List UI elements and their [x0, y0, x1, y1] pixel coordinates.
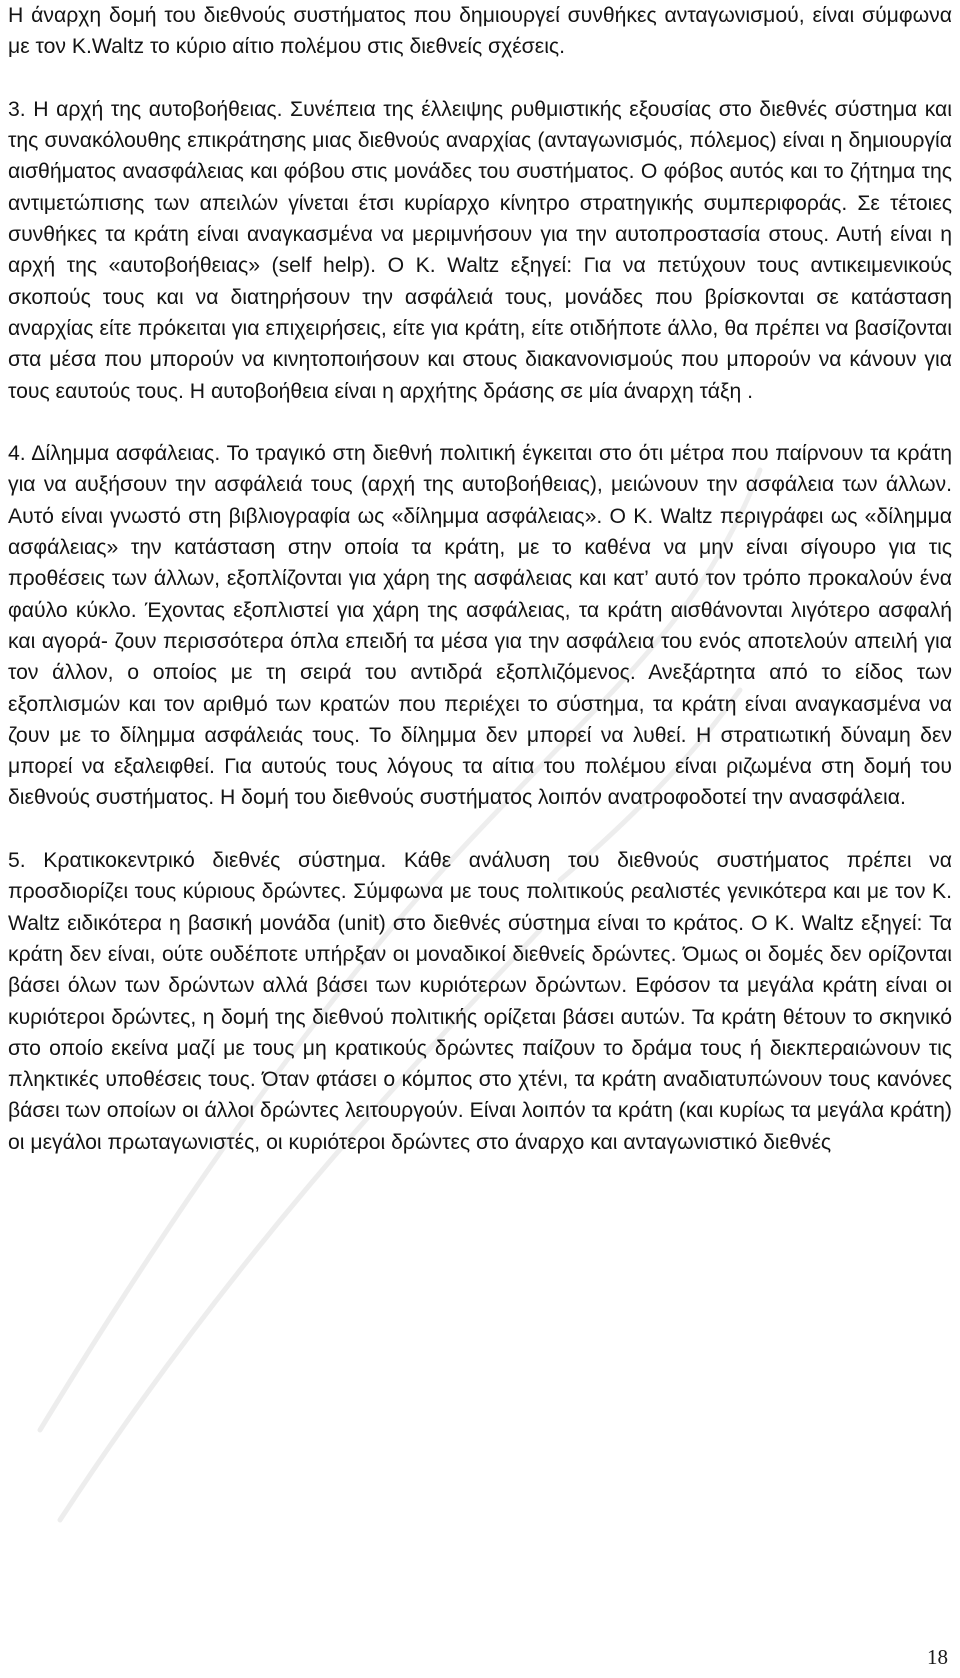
paragraph-gap	[8, 407, 952, 438]
paragraph-gap	[8, 814, 952, 845]
page-number: 18	[927, 1645, 948, 1669]
paragraph-security-dilemma: 4. Δίλημμα ασφάλειας. Το τραγικό στη διεθνή πολιτική έγκειται στο ότι μέτρα που παίρνουν τα κράτη για να αυξήσουν την ασφάλειά τους (αρχή της αυτοβοήθειας), μειώνουν την ασφάλεια των άλλων. Αυτό είναι γνωστό στη βιβλιογραφία ως «δίλημμα ασφάλειας». Ο Κ. Waltz περιγράφει ως «δίλημμα ασφάλειας» την κατάσταση στην οποία τα κράτη, με το καθένα να μην είναι σίγουρο για τις προθέσεις των άλλων, εξοπλίζονται για χάρη της ασφάλειας και κατ’ αυτό τον τρόπο προκαλούν ένα φαύλο κύκλο. Έχοντας εξοπλιστεί για χάρη της ασφάλειας, τα κράτη αισθάνονται λιγότερο ασφαλή και αγορά- ζουν περισσότερα όπλα επειδή τα μέσα για την ασφάλεια του ενός αποτελούν απειλή για τον άλλον, ο οποίος με τη σειρά του αντιδρά εξοπλιζόμενος. Ανεξάρτητα από το είδος των εξοπλισμών και τον αριθμό των κρατών που περιέχει το σύστημα, τα κράτη είναι αναγκασμένα να ζουν με το δίλημμα ασφάλειάς τους. Το δίλημμα δεν μπορεί να λυθεί. Η στρατιωτική δύναμη δεν μπορεί να εξαλειφθεί. Για αυτούς τους λόγους τα αίτια του πολέμου είναι ριζωμένα στη δομή του διεθνούς συστήματος. Η δομή του διεθνούς συστήματος λοιπόν ανατροφοδοτεί την ανασφάλεια.	[8, 442, 952, 810]
paragraph-intro: Η άναρχη δομή του διεθνούς συστήματος που δημιουργεί συνθήκες ανταγωνισμού, είναι σύμφωνα με τον K.Waltz το κύριο αίτιο πολέμου στις διεθνείς σχέσεις.	[8, 4, 952, 59]
paragraph-self-help: 3. Η αρχή της αυτοβοήθειας. Συνέπεια της έλλειψης ρυθμιστικής εξουσίας στο διεθνές σύστημα και της συνακόλουθης επικράτησης μιας διεθνούς αναρχίας (ανταγωνισμός, πόλεμος) είναι η δημιουργία αισθήματος ανασφάλειας και φόβου στις μονάδες του συστήματος. Ο φόβος αυτός και το ζήτημα της αντιμετώπισης των απειλών γίνεται έτσι κυρίαρχο κίνητρο στρατηγικής συμπεριφοράς. Σε τέτοιες συνθήκες τα κράτη είναι αναγκασμένα να μεριμνήσουν για την αυτοπροστασία στους. Αυτή είναι η αρχή της «αυτοβοήθειας» (self help). Ο Κ. Waltz εξηγεί: Για να πετύχουν τους αντικειμενικούς σκοπούς τους και να διατηρήσουν την ασφάλειά τους, μονάδες που βρίσκονται σε κατάσταση αναρχίας είτε πρόκειται για επιχειρήσεις, είτε για κράτη, είτε οτιδήποτε άλλο, θα πρέπει να βασίζονται στα μέσα που μπορούν να κινητοποιήσουν και στους διακανονισμούς που μπορούν να κάνουν για τους εαυτούς τους. Η αυτοβοήθεια είναι η αρχήτης δράσης σε μία άναρχη τάξη .	[8, 97, 952, 403]
paragraph-state-centric-system: 5. Κρατικοκεντρικό διεθνές σύστημα. Κάθε ανάλυση του διεθνούς συστήματος πρέπει να προσδιορίζει τους κύριους δρώντες. Σύμφωνα με τους πολιτικούς ρεαλιστές γενικότερα και με τον Κ. Waltz ειδικότερα η βασική μονάδα (unit) στο διεθνές σύστημα είναι το κράτος. Ο Κ. Waltz εξηγεί: Τα κράτη δεν είναι, ούτε ουδέποτε υπήρξαν οι μοναδικοί διεθνείς δρώντες. Όμως οι δομές δεν ορίζονται βάσει όλων των δρώντων αλλά βάσει των κυριότερων δρώντων. Εφόσον τα μεγάλα κράτη είναι οι κυριότεροι δρώντες, η δομή της διεθνού πολιτικής ορίζεται βάσει αυτών. Τα κράτη θέτουν το σκηνικό στο οποίο εκείνα μαζί με τους μη κρατικούς δρώντες παίζουν το δράμα τους ή διεκπεραιώνουν τις πληκτικές υποθέσεις τους. Όταν φτάσει ο κόμπος στο χτένι, τα κράτη αναδιατυπώνουν τους κανόνες βάσει των οποίων οι άλλοι δρώντες λειτουργούν. Είναι λοιπόν τα κράτη (και κυρίως τα μεγάλα κράτη) οι μεγάλοι πρωταγωνιστές, οι κυριότεροι δρώντες στο άναρχο και ανταγωνιστικό διεθνές	[8, 849, 952, 1154]
document-page	[8, 0, 952, 1678]
paragraph-gap	[8, 63, 952, 94]
